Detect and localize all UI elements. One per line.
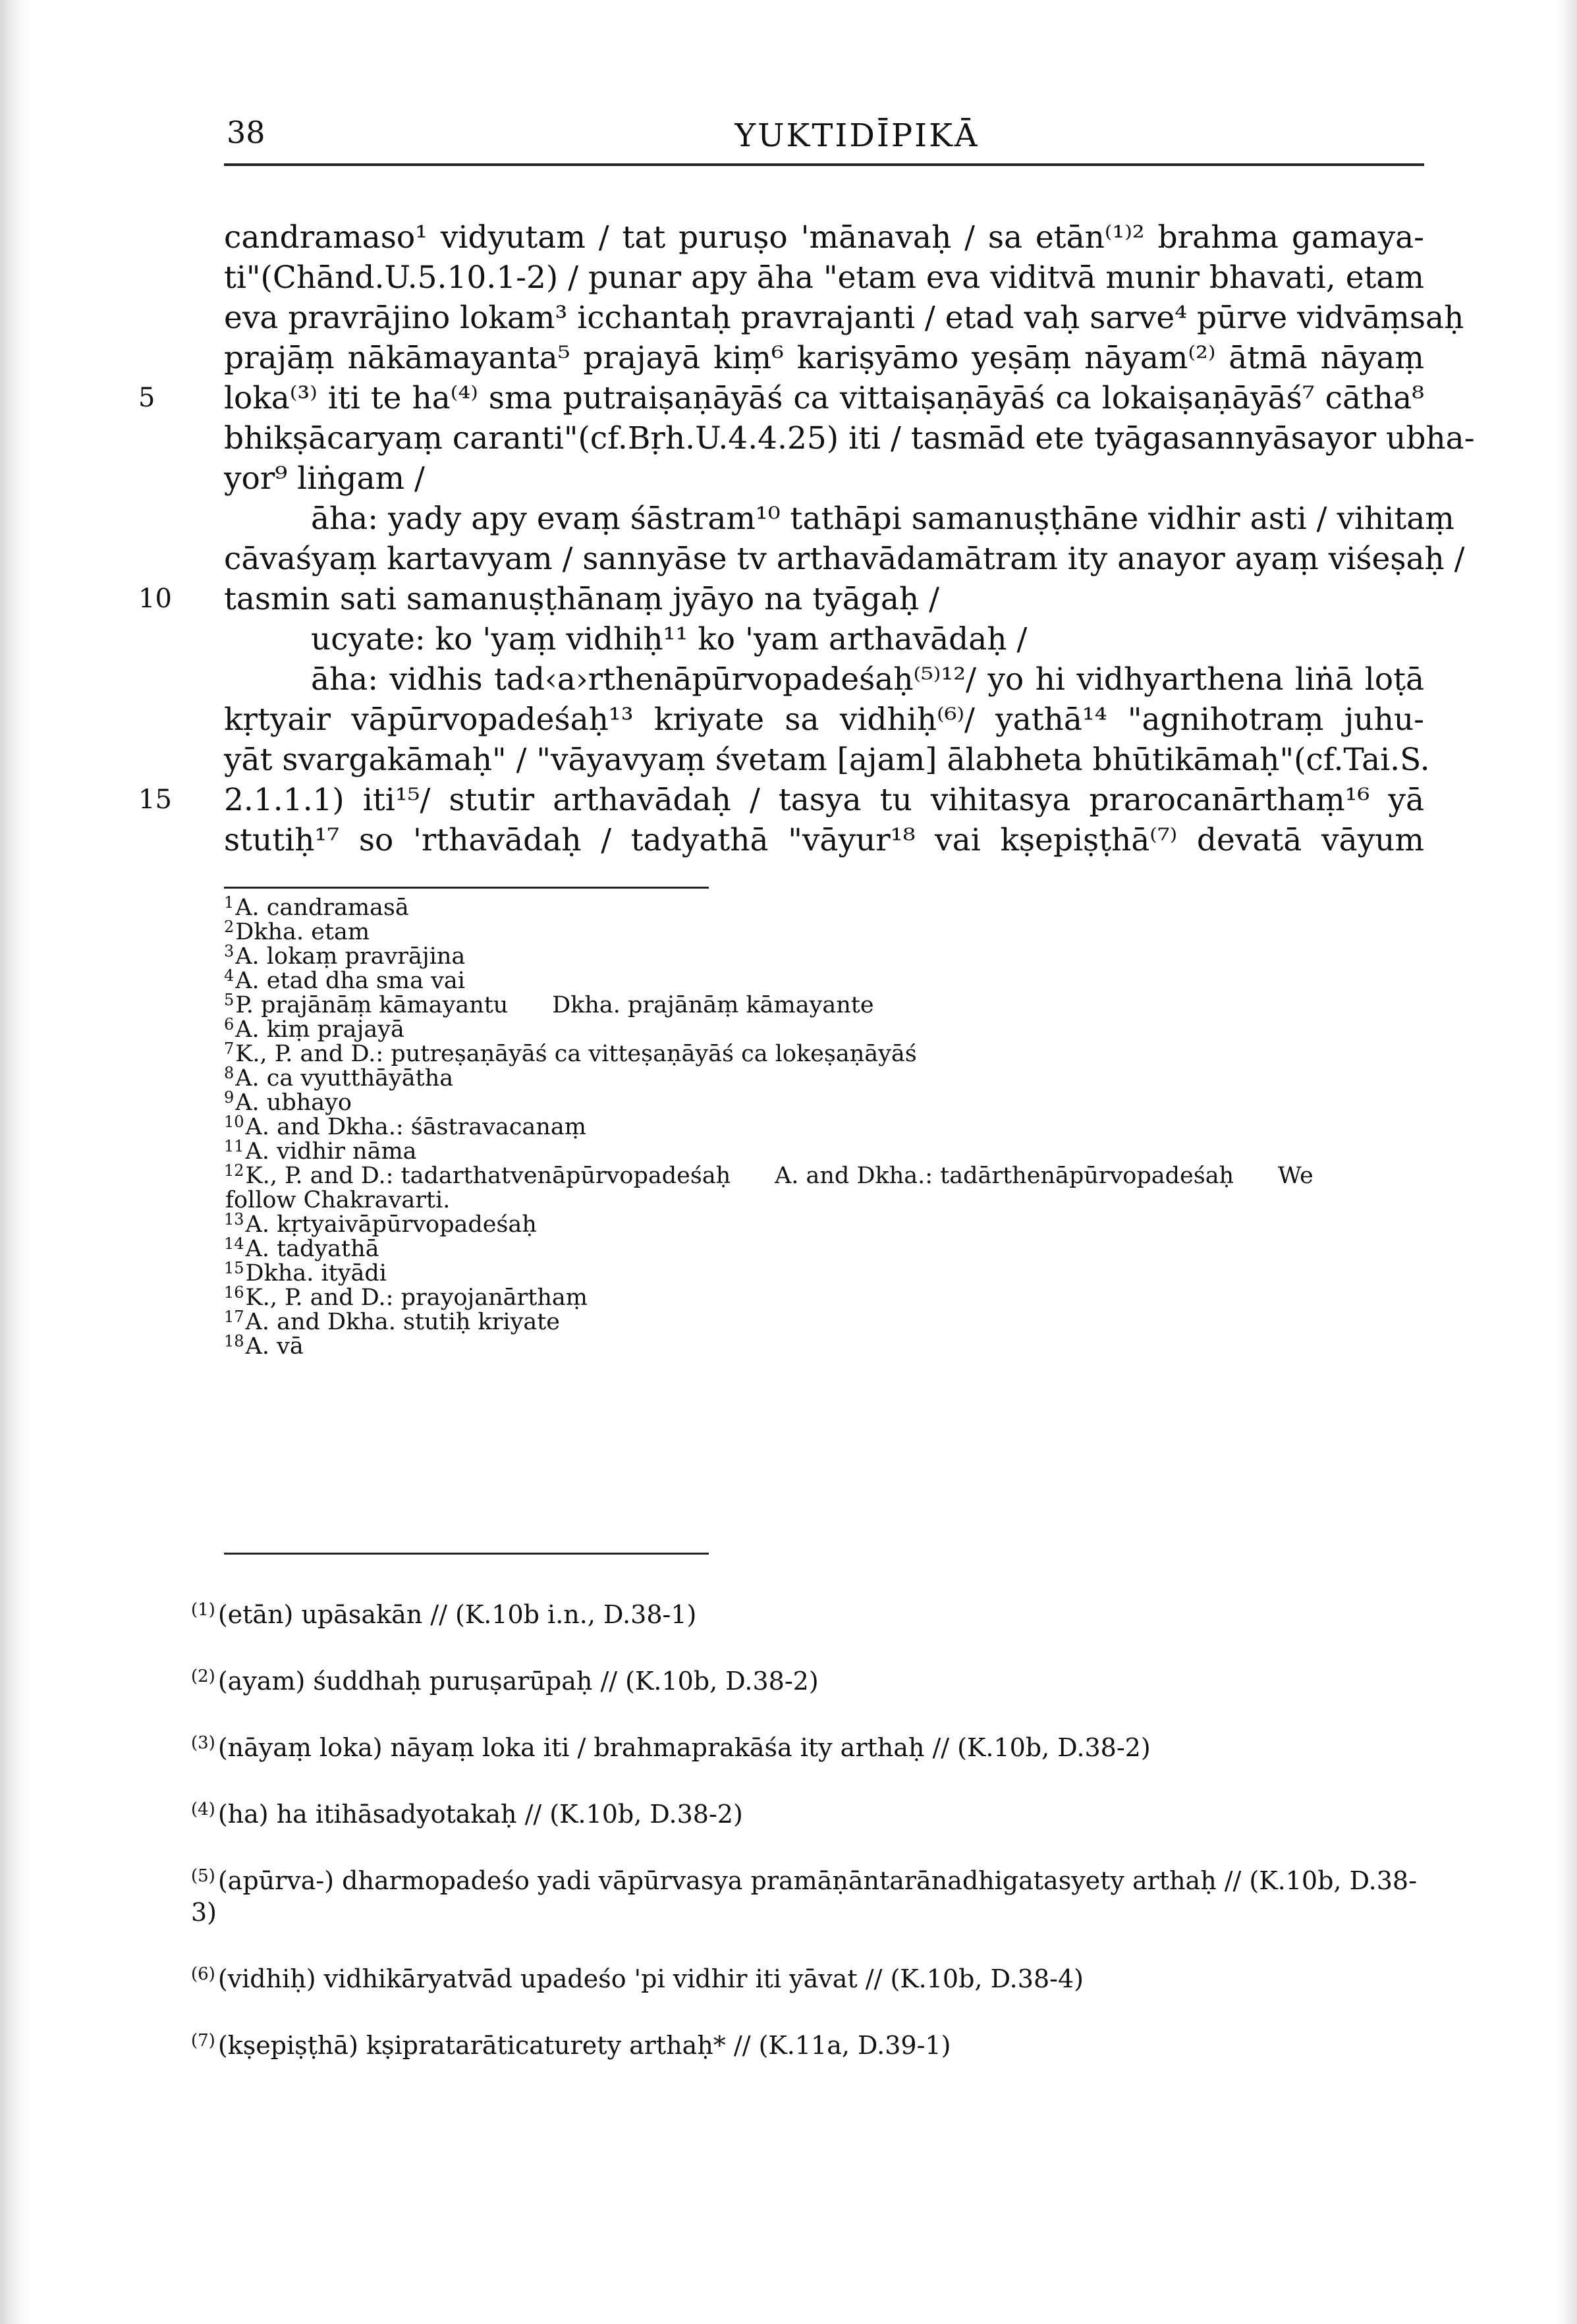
variant-note <box>224 1037 1424 1067</box>
note-number: 10 <box>224 1113 244 1131</box>
commentary-note <box>191 1958 1429 1995</box>
note-number: 8 <box>224 1064 235 1082</box>
note-text: K., P. and D.: tadarthatvenāpūrvopadeśaḥ A. and Dkha.: tadārthenāpūrvopadeśaḥ We <box>245 1163 1314 1189</box>
note-text: A. kṛtyaivāpūrvopadeśaḥ <box>245 1211 537 1238</box>
footnote-rule-bottom <box>224 1553 709 1555</box>
note-text: Dkha. etam <box>235 919 370 945</box>
note-number: 16 <box>224 1283 244 1302</box>
text-line <box>138 579 1424 619</box>
note-text: A. and Dkha.: śāstravacanaṃ <box>245 1114 586 1140</box>
note-text: A. kiṃ prajayā <box>235 1016 404 1043</box>
note-number: 7 <box>224 1039 235 1058</box>
note-text: A. and Dkha. stutiḥ kriyate <box>245 1309 560 1335</box>
commentary-marker: (3) <box>191 1733 215 1753</box>
commentary-marker: (5) <box>191 1866 215 1886</box>
variant-note <box>224 1110 1424 1140</box>
variant-note <box>224 1256 1424 1286</box>
main-text <box>138 217 1475 860</box>
commentary-marker: (7) <box>191 2031 215 2051</box>
note-text: K., P. and D.: putreṣaṇāyāś ca vitteṣaṇāyāś ca lokeṣaṇāyāś <box>235 1041 917 1067</box>
line-text: ti"(Chānd.U.5.10.1-2) / punar apy āha "etam eva viditvā munir bhavati, etam <box>224 260 1424 296</box>
text-line <box>224 740 1430 780</box>
text-line <box>224 700 1424 740</box>
commentary-text: (ayam) śuddhaḥ puruṣarūpaḥ // (K.10b, D.38-2) <box>217 1667 819 1696</box>
commentary-text: (etān) upāsakān // (K.10b i.n., D.38-1) <box>217 1600 697 1629</box>
line-text: āha: yady apy evaṃ śāstram¹⁰ tathāpi samanuṣṭhāne vidhir asti / vihitaṃ <box>311 501 1454 537</box>
variant-note <box>224 1305 1424 1335</box>
text-line <box>224 619 1424 659</box>
variant-note <box>224 1159 1424 1189</box>
note-text: A. vidhir nāma <box>245 1138 417 1165</box>
line-text: loka⁽³⁾ iti te ha⁽⁴⁾ sma putraiṣaṇāyāś ca vittaiṣaṇāyāś ca lokaiṣaṇāyāś⁷ cātha⁸ <box>224 380 1424 416</box>
line-text: bhikṣācaryaṃ caranti"(cf.Bṛh.U.4.4.25) iti / tasmād ete tyāgasannyāsayor ubha- <box>224 420 1475 456</box>
line-number: 15 <box>138 785 172 815</box>
line-text: cāvaśyaṃ kartavyam / sannyāse tv arthavādamātram ity anayor ayaṃ viśeṣaḥ / <box>224 541 1465 577</box>
text-line <box>224 338 1424 378</box>
note-text: A. ca vyutthāyātha <box>235 1065 454 1092</box>
footnote-rule-top <box>224 887 709 889</box>
note-text: K., P. and D.: prayojanārthaṃ <box>245 1285 588 1311</box>
line-text: yor⁹ liṅgam / <box>224 460 425 497</box>
text-line <box>224 499 1454 539</box>
text-line <box>224 217 1424 258</box>
note-number: 6 <box>224 1015 235 1034</box>
note-text: follow Chakravarti. <box>225 1187 451 1213</box>
note-number: 1 <box>224 893 235 912</box>
commentary-marker: (6) <box>191 1964 215 1984</box>
note-number: 12 <box>224 1161 244 1180</box>
note-number: 18 <box>224 1332 244 1350</box>
line-text: kṛtyair vāpūrvopadeśaḥ¹³ kriyate sa vidhiḥ⁽⁶⁾/ yathā¹⁴ "agnihotraṃ juhu- <box>224 702 1424 738</box>
variant-note <box>224 964 1424 994</box>
note-text: A. tadyathā <box>245 1236 379 1262</box>
commentary-text: (nāyaṃ loka) nāyaṃ loka iti / brahmaprakāśa ity arthaḥ // (K.10b, D.38-2) <box>217 1733 1151 1762</box>
text-line <box>224 418 1475 458</box>
text-line <box>224 539 1465 579</box>
line-text: tasmin sati samanuṣṭhānaṃ jyāyo na tyāgaḥ / <box>224 581 939 617</box>
commentary-note <box>191 1594 1429 1630</box>
note-text: A. ubhayo <box>235 1090 352 1116</box>
variant-note <box>224 1134 1424 1165</box>
commentary-marker: (1) <box>191 1600 215 1620</box>
note-text: A. candramasā <box>235 895 409 921</box>
line-text: yāt svargakāmaḥ" / "vāyavyaṃ śvetam [ajam] ālabheta bhūtikāmaḥ"(cf.Tai.S. <box>224 742 1430 778</box>
note-number: 14 <box>224 1234 244 1253</box>
line-text: 2.1.1.1) iti¹⁵/ stutir arthavādaḥ / tasya tu vihitasya prarocanārthaṃ¹⁶ yā <box>224 782 1424 818</box>
line-text: eva pravrājino lokam³ icchantaḥ pravrajanti / etad vaḥ sarve⁴ pūrve vidvāṃsaḥ <box>224 300 1464 336</box>
note-text: P. prajānāṃ kāmayantu Dkha. prajānāṃ kāmayante <box>235 992 874 1018</box>
note-number: 3 <box>224 942 235 960</box>
note-number: 17 <box>224 1308 244 1326</box>
commentary-marker: (4) <box>191 1800 215 1819</box>
variant-note <box>224 939 1424 970</box>
note-number: 11 <box>224 1137 244 1155</box>
commentary-note <box>191 1794 1429 1830</box>
variant-note <box>224 1207 1424 1238</box>
variant-note <box>224 891 1424 921</box>
line-text: prajāṃ nākāmayanta⁵ prajayā kiṃ⁶ kariṣyāmo yeṣāṃ nāyam⁽²⁾ ātmā nāyaṃ <box>224 340 1424 376</box>
text-line <box>224 298 1464 338</box>
line-text: āha: vidhis tad‹a›rthenāpūrvopadeśaḥ⁽⁵⁾¹²/ yo hi vidhyarthena liṅā loṭā <box>311 661 1424 698</box>
commentary-text: (apūrva-) dharmopadeśo yadi vāpūrvasya pramāṇāntarānadhigatasyety arthaḥ // (K.10b, D.38-3) <box>191 1866 1417 1927</box>
note-number: 5 <box>224 991 235 1009</box>
note-text: A. vā <box>245 1333 304 1360</box>
page-number: 38 <box>227 115 265 150</box>
text-line <box>138 780 1424 820</box>
line-number: 5 <box>138 383 155 413</box>
variant-notes <box>224 891 1424 1360</box>
variant-note <box>224 988 1424 1018</box>
line-text: ucyate: ko 'yaṃ vidhiḥ¹¹ ko 'yam arthavādaḥ / <box>311 621 1028 657</box>
line-text: candramaso¹ vidyutam / tat puruṣo 'mānavaḥ / sa etān⁽¹⁾² brahma gamaya- <box>224 219 1424 256</box>
variant-note <box>224 1281 1424 1311</box>
text-line <box>138 378 1424 418</box>
note-text: A. etad dha sma vai <box>235 968 465 994</box>
commentary-text: (kṣepiṣṭhā) kṣipratarāticaturety arthaḥ* // (K.11a, D.39-1) <box>217 2031 951 2060</box>
note-text: Dkha. ityādi <box>245 1260 387 1286</box>
commentary-text: (ha) ha itihāsadyotakaḥ // (K.10b, D.38-2) <box>217 1800 743 1829</box>
commentary-text: (vidhiḥ) vidhikāryatvād upadeśo 'pi vidhir iti yāvat // (K.10b, D.38-4) <box>217 1964 1084 1993</box>
commentary-marker: (2) <box>191 1667 215 1686</box>
commentary-note <box>191 1661 1429 1697</box>
text-line <box>224 458 1424 499</box>
running-title: YUKTIDĪPIKĀ <box>734 117 980 154</box>
commentary-note <box>191 1860 1429 1928</box>
note-text: A. lokaṃ pravrājina <box>235 943 466 970</box>
scan-edge-right <box>1557 0 1577 2324</box>
scan-edge-left <box>0 0 30 2324</box>
text-line <box>224 659 1424 700</box>
line-text: stutiḥ¹⁷ so 'rthavādaḥ / tadyathā "vāyur¹⁸ vai kṣepiṣṭhā⁽⁷⁾ devatā vāyum <box>224 822 1424 858</box>
page-header <box>224 111 1424 166</box>
commentary-note <box>191 1727 1429 1763</box>
note-number: 9 <box>224 1088 235 1107</box>
text-line <box>224 258 1424 298</box>
commentary-note <box>191 2025 1429 2061</box>
commentary-notes <box>191 1594 1429 2091</box>
text-line <box>224 820 1424 860</box>
note-number: 2 <box>224 918 235 936</box>
note-number: 13 <box>224 1210 244 1229</box>
note-number: 15 <box>224 1259 244 1277</box>
note-number: 4 <box>224 966 235 985</box>
line-number: 10 <box>138 584 172 614</box>
